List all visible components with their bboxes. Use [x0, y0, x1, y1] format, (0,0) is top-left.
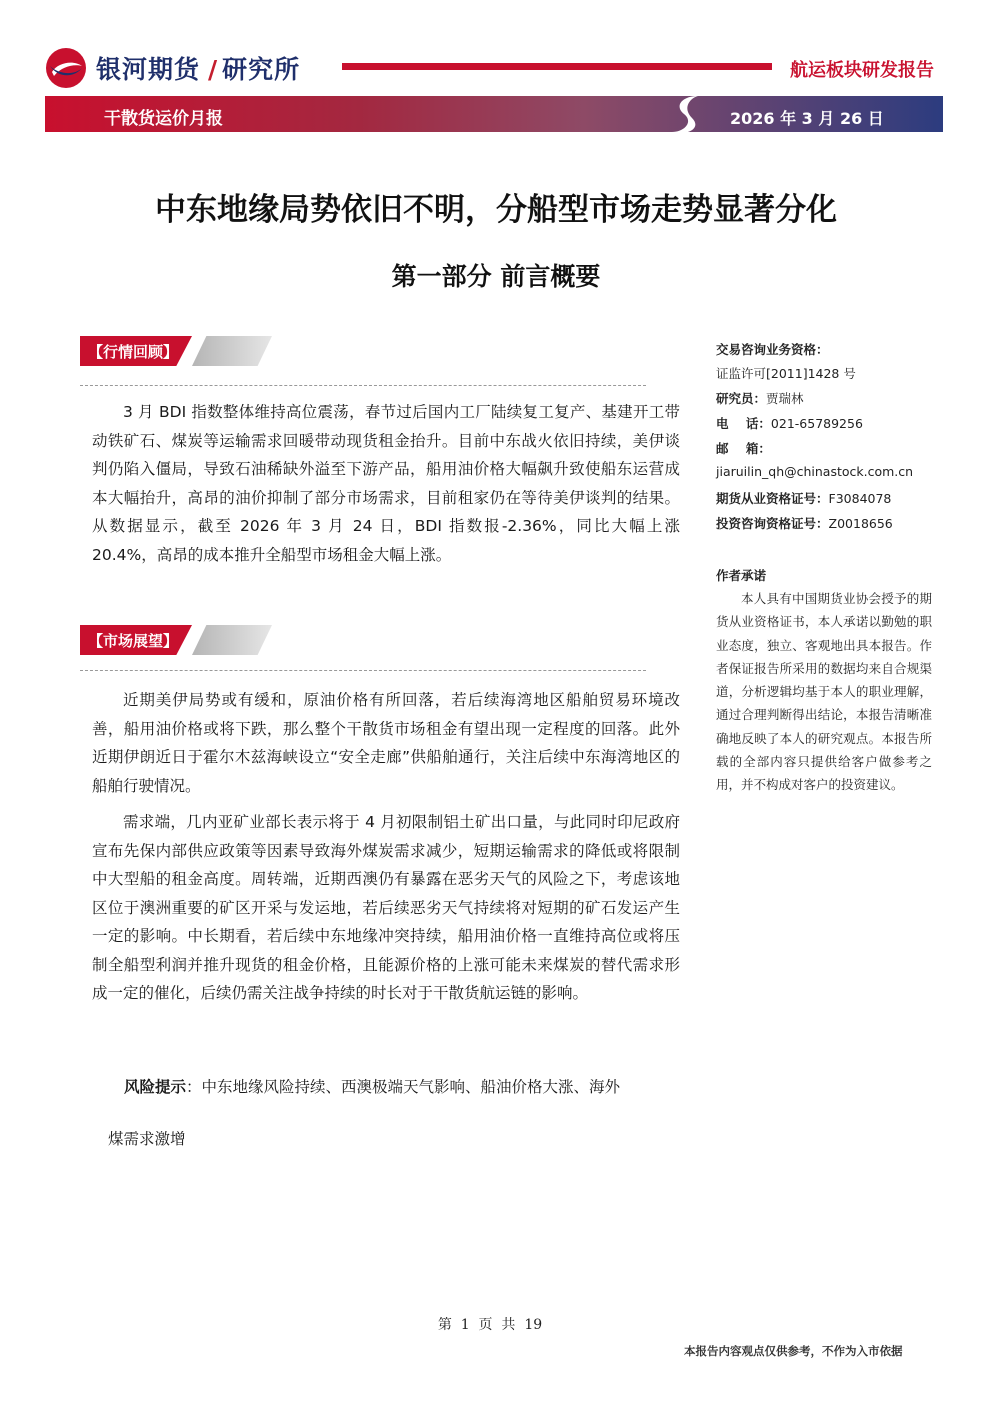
header-red-bar — [342, 63, 772, 70]
footer-disclaimer: 本报告内容观点仅供参考，不作为入市依据 — [684, 1344, 903, 1358]
outlook-paragraph-2: 需求端，几内亚矿业部长表示将于 4 月初限制铝土矿出口量，与此同时印尼政府宣布先保内部供应政策等因素导致海外煤炭需求减少，短期运输需求的降低或将限制中大型船的租金高度。周转端，近期西澳仍有暴露在恶劣天气的风险之下，考虑该地区位于澳洲重要的矿区开采与发运地，若后续恶劣天气持续将对短期的矿石发运产生一定的影响。中长期看，若后续中东地缘冲突持续，船用油价格一直维持高位或将压制全船型利润并推升现货的租金价格，且能源价格的上涨可能未来煤炭的替代需求形成一定的催化，后续仍需关注战争持续的时长对于干散货航运链的影响。 — [92, 813, 680, 1002]
brand-logo-text — [96, 50, 300, 86]
phone-label: 电 话： — [716, 416, 771, 431]
phone-row — [716, 414, 863, 432]
brand-slash: / — [208, 55, 219, 84]
futures-cert-label: 期货从业资格证号： — [716, 491, 829, 506]
report-date: 2026 年 3 月 26 日 — [730, 109, 884, 128]
pledge-title: 作者承诺 — [716, 568, 767, 583]
analyst-row — [716, 389, 804, 407]
review-paragraph: 3 月 BDI 指数整体维持高位震荡，春节过后国内工厂陆续复工复产、基建开工带动铁矿石、煤炭等运输需求回暖带动现货租金抬升。目前中东战火依旧持续，美伊谈判仍陷入僵局，导致石油稀缺外溢至下游产品，船用油价格大幅飙升致使船东运营成本大幅抬升，高昂的油价抑制了部分市场需求，目前租家仍在等待美伊谈判的结果。从数据显示，截至 2026 年 3 月 24 日，BDI 指数报-2.36%，同比大幅上涨 20.4%，高昂的成本推升全船型市场租金大幅上涨。 — [92, 403, 680, 564]
qualification-value: 证监许可[2011]1428 号 — [716, 366, 856, 381]
page-number: 第 1 页 共 19 — [437, 1317, 543, 1333]
invest-cert-label: 投资咨询资格证号： — [716, 516, 829, 531]
outlook-paragraph-1: 近期美伊局势或有缓和，原油价格有所回落，若后续海湾地区船舶贸易环境改善，船用油价格或将下跌，那么整个干散货市场租金有望出现一定程度的回落。此外近期伊朗近日于霍尔木兹海峡设立“安全走廊”供船舶通行，关注后续中东海湾地区的船舶行驶情况。 — [92, 691, 680, 795]
invest-cert-row — [716, 514, 893, 532]
section-tag-review — [80, 336, 280, 366]
analyst-label: 研究员： — [716, 391, 767, 406]
galaxy-logo-icon — [44, 46, 88, 90]
risk-text-1: ：中东地缘风险持续、西澳极端天气影响、船油价格大涨、海外 — [186, 1078, 621, 1096]
report-title: 中东地缘局势依旧不明，分船型市场走势显著分化 — [155, 192, 837, 228]
risk-text-2: 煤需求激增 — [108, 1130, 186, 1148]
brand-name: 银河期货 — [96, 55, 201, 84]
risk-line-1 — [92, 1073, 684, 1102]
invest-cert-value: Z0018656 — [828, 516, 893, 531]
email-link[interactable]: jiaruilin_qh@chinastock.com.cn — [716, 464, 914, 479]
phone-value: 021-65789256 — [770, 416, 863, 431]
section-tag-label: 【行情回顾】 — [88, 343, 179, 361]
tag-grey-stripe — [192, 336, 272, 366]
institute-name: 研究所 — [222, 55, 301, 84]
section-divider — [80, 670, 646, 671]
email-label: 邮 箱： — [716, 441, 771, 456]
futures-cert-value: F3084078 — [828, 491, 892, 506]
tag-grey-stripe — [192, 625, 272, 655]
pledge-text: 本人具有中国期货业协会授予的期货从业资格证书，本人承诺以勤勉的职业态度，独立、客观地出具本报告。作者保证报告所采用的数据均来自合规渠道，分析逻辑均基于本人的职业理解，通过合理判断得出结论，本报告清晰准确地反映了本人的研究观点。本报告所载的全部内容只提供给客户做参考之用，并不构成对客户的投资建议。 — [716, 591, 932, 793]
report-type: 航运板块研发报告 — [790, 60, 934, 81]
futures-cert-row — [716, 489, 891, 507]
section-tag-outlook — [80, 625, 280, 655]
qualification-label: 交易咨询业务资格： — [716, 342, 829, 357]
risk-label: 风险提示 — [124, 1078, 187, 1096]
part-title: 第一部分 前言概要 — [391, 262, 601, 291]
section-tag-label: 【市场展望】 — [88, 632, 179, 650]
swoosh-icon — [668, 92, 710, 136]
report-series-title: 干散货运价月报 — [104, 109, 223, 129]
section-divider — [80, 385, 646, 386]
analyst-name: 贾瑞林 — [766, 391, 804, 406]
